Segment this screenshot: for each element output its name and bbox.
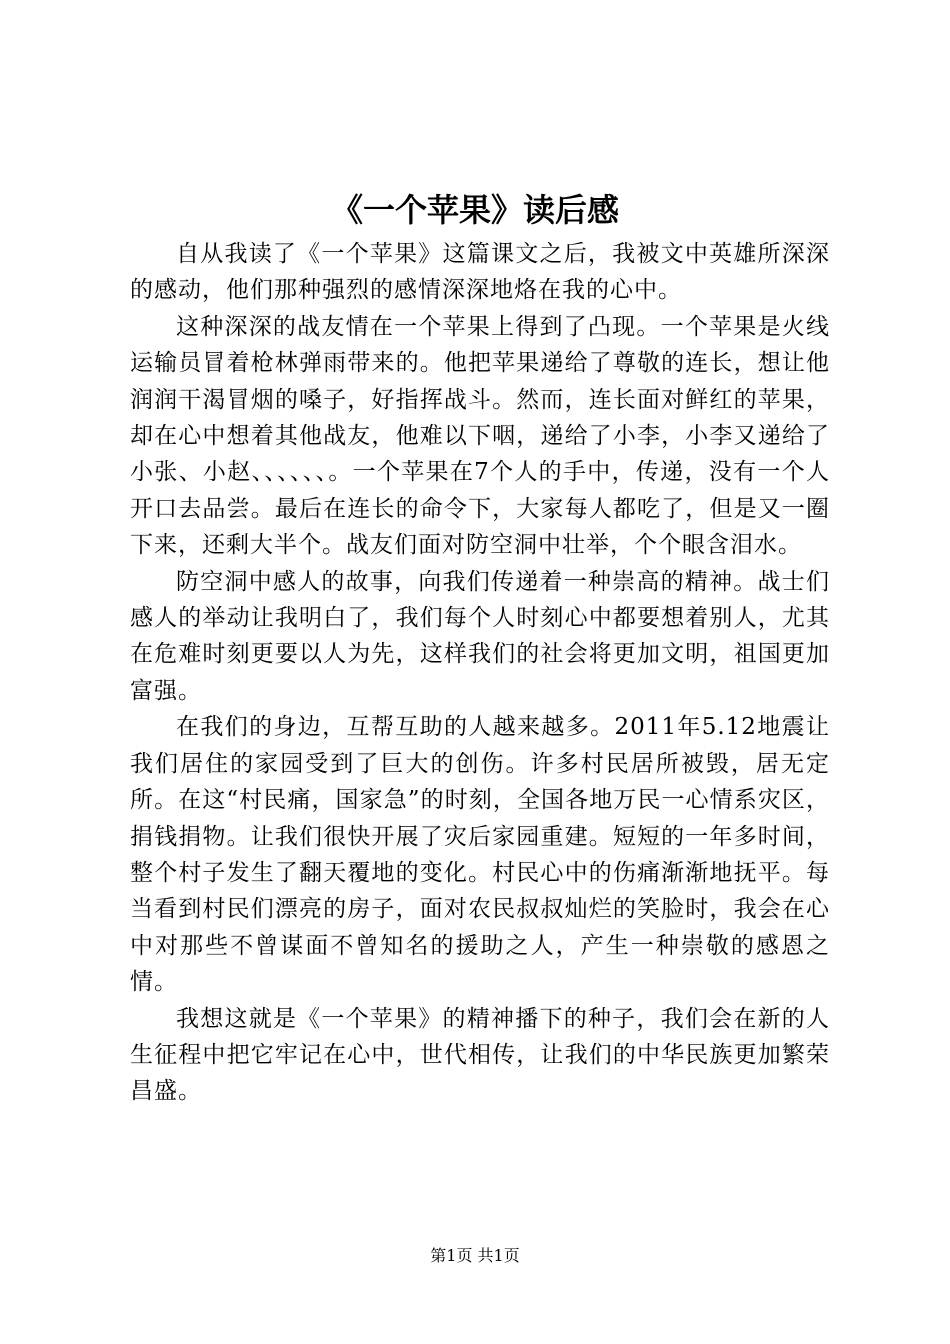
paragraph-4: 在我们的身边，互帮互助的人越来越多。2011年5.12地震让我们居住的家园受到了巨大的创伤。许多村民居所被毁，居无定所。在这“村民痛，国家急”的时刻，全国各地万民一心情系灾区，捐钱捐物。让我们很快开展了灾后家园重建。短短的一年多时间，整个村子发生了翻天覆地的变化。村民心中的伤痛渐渐地抚平。每当看到村民们漂亮的房子，面对农民叔叔灿烂的笑脸时，我会在心中对那些不曾谋面不曾知名的援助之人，产生一种崇敬的感恩之情。 — [130, 714, 830, 996]
document-title: 《一个苹果》读后感 — [330, 191, 619, 229]
page-footer: 第1页 共1页 — [430, 1246, 520, 1265]
paragraph-5: 我想这就是《一个苹果》的精神播下的种子，我们会在新的人生征程中把它牢记在心中，世代相传，让我们的中华民族更加繁荣昌盛。 — [130, 1005, 830, 1105]
document-body — [130, 236, 830, 1110]
paragraph-1: 自从我读了《一个苹果》这篇课文之后，我被文中英雄所深深的感动，他们那种强烈的感情深深地烙在我的心中。 — [130, 241, 830, 304]
paragraph-3: 防空洞中感人的故事，向我们传递着一种崇高的精神。战士们感人的举动让我明白了，我们每个人时刻心中都要想着别人，尤其在危难时刻更要以人为先，这样我们的社会将更加文明，祖国更加富强。 — [130, 568, 830, 704]
paragraph-2: 这种深深的战友情在一个苹果上得到了凸现。一个苹果是火线运输员冒着枪林弹雨带来的。他把苹果递给了尊敬的连长，想让他润润干渴冒烟的嗓子，好指挥战斗。然而，连长面对鲜红的苹果，却在心中想着其他战友，他难以下咽，递给了小李，小李又递给了小张、小赵、、、、、、。一个苹果在7个人的手中，传递，没有一个人开口去品尝。最后在连长的命令下，大家每人都吃了，但是又一圈下来，还剩大半个。战友们面对防空洞中壮举，个个眼含泪水。 — [130, 313, 830, 559]
